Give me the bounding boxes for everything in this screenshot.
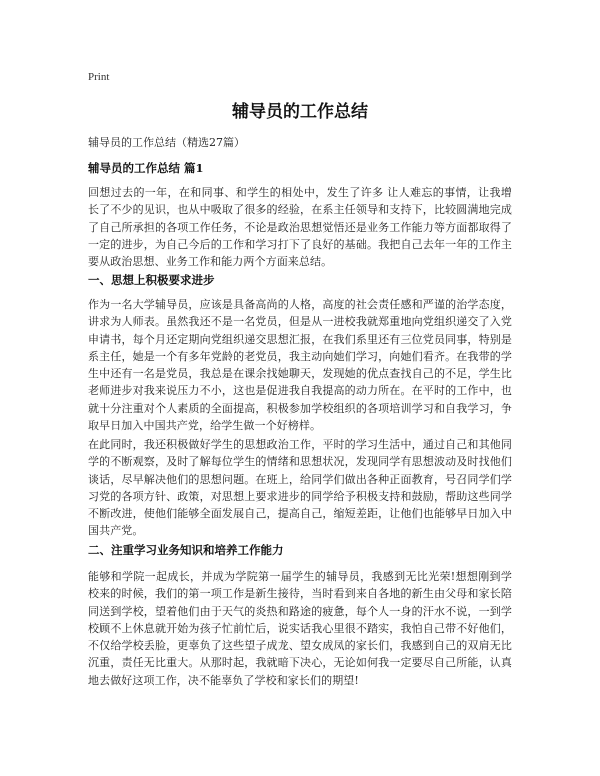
section1-paragraph-1: 作为一名大学辅导员，应该是具备高尚的人格，高度的社会责任感和严谨的治学态度，讲求为人师表。虽然我还不是一名党员，但是从一进校我就郑重地向党组织递交了入党申请书，每个月还定期向党组织递交思想汇报，在我们系里还有三位党员同事，特别是系主任，她是一个有多年党龄的老党员，我主动向她们学习，向她们看齐。在我带的学生中还有一名是党员，我总是在课余找她聊天，发现她的优点查找自己的不足，学生比老师进步对我来说压力不小，这也是促进我自我提高的动力所在。在平时的工作中，也就十分注重对个人素质的全面提高，积极参加学校组织的各项培训学习和自我学习，争取早日加入中国共产党，给学生做一个好榜样。 (88, 298, 512, 433)
document-title: 辅导员的工作总结 (232, 102, 368, 122)
section2-paragraph-1: 能够和学院一起成长，并成为学院第一届学生的辅导员，我感到无比光荣!想想刚到学校来的时候，我们的第一项工作是新生接待，当时看到来自各地的新生由父母和家长陪同送到学校，望着他们由于天气的炎热和路途的疲惫，每个人一身的汗水不说，一到学校顾不上休息就开始为孩子忙前忙后，说实话我心里很不踏实，我怕自己带不好他们，不仅给学校丢脸，更辜负了这些望子成龙、望女成凤的家长们，我感到自己的双肩无比沉重，责任无比重大。从那时起，我就暗下决心，无论如何我一定要尽自己所能，认真地去做好这项工作，决不能辜负了学校和家长们的期望! (88, 570, 512, 687)
section2-title: 二、注重学习业务知识和培养工作能力 (88, 543, 284, 557)
article-heading: 辅导员的工作总结 篇1 (88, 161, 204, 175)
intro-paragraph: 回想过去的一年，在和同事、和学生的相处中，发生了许多 让人难忘的事情，让我增长了不少的见识，也从中吸取了很多的经验，在系主任领导和支持下，比较圆满地完成了自己所承担的各项工作任务，不论是政治思想觉悟还是业务工作能力等方面都取得了一定的进步，为自己今后的工作和学习打下了良好的基础。我把自己去年一年的工作主要从政治思想、业务工作和能力两个方面来总结。 (88, 186, 512, 269)
document-subtitle: 辅导员的工作总结（精选27篇） (88, 136, 245, 149)
section1-paragraph-2: 在此同时，我还积极做好学生的思想政治工作，平时的学习生活中，通过自己和其他同学的不断观察，及时了解每位学生的情绪和思想状况，发现同学有思想波动及时找他们谈话，尽早解决他们的思想问题。在班上，给同学们做出各种正面教育，号召同学们学习党的各项方针、政策，对思想上要求进步的同学给予积极支持和鼓励，帮助这些同学不断改进，使他们能够全面发展自己，提高自己，缩短差距，让他们也能够早日加入中国共产党。 (88, 438, 512, 538)
print-label: Print (88, 71, 110, 83)
section1-title: 一、思想上积极要求进步 (88, 273, 215, 287)
